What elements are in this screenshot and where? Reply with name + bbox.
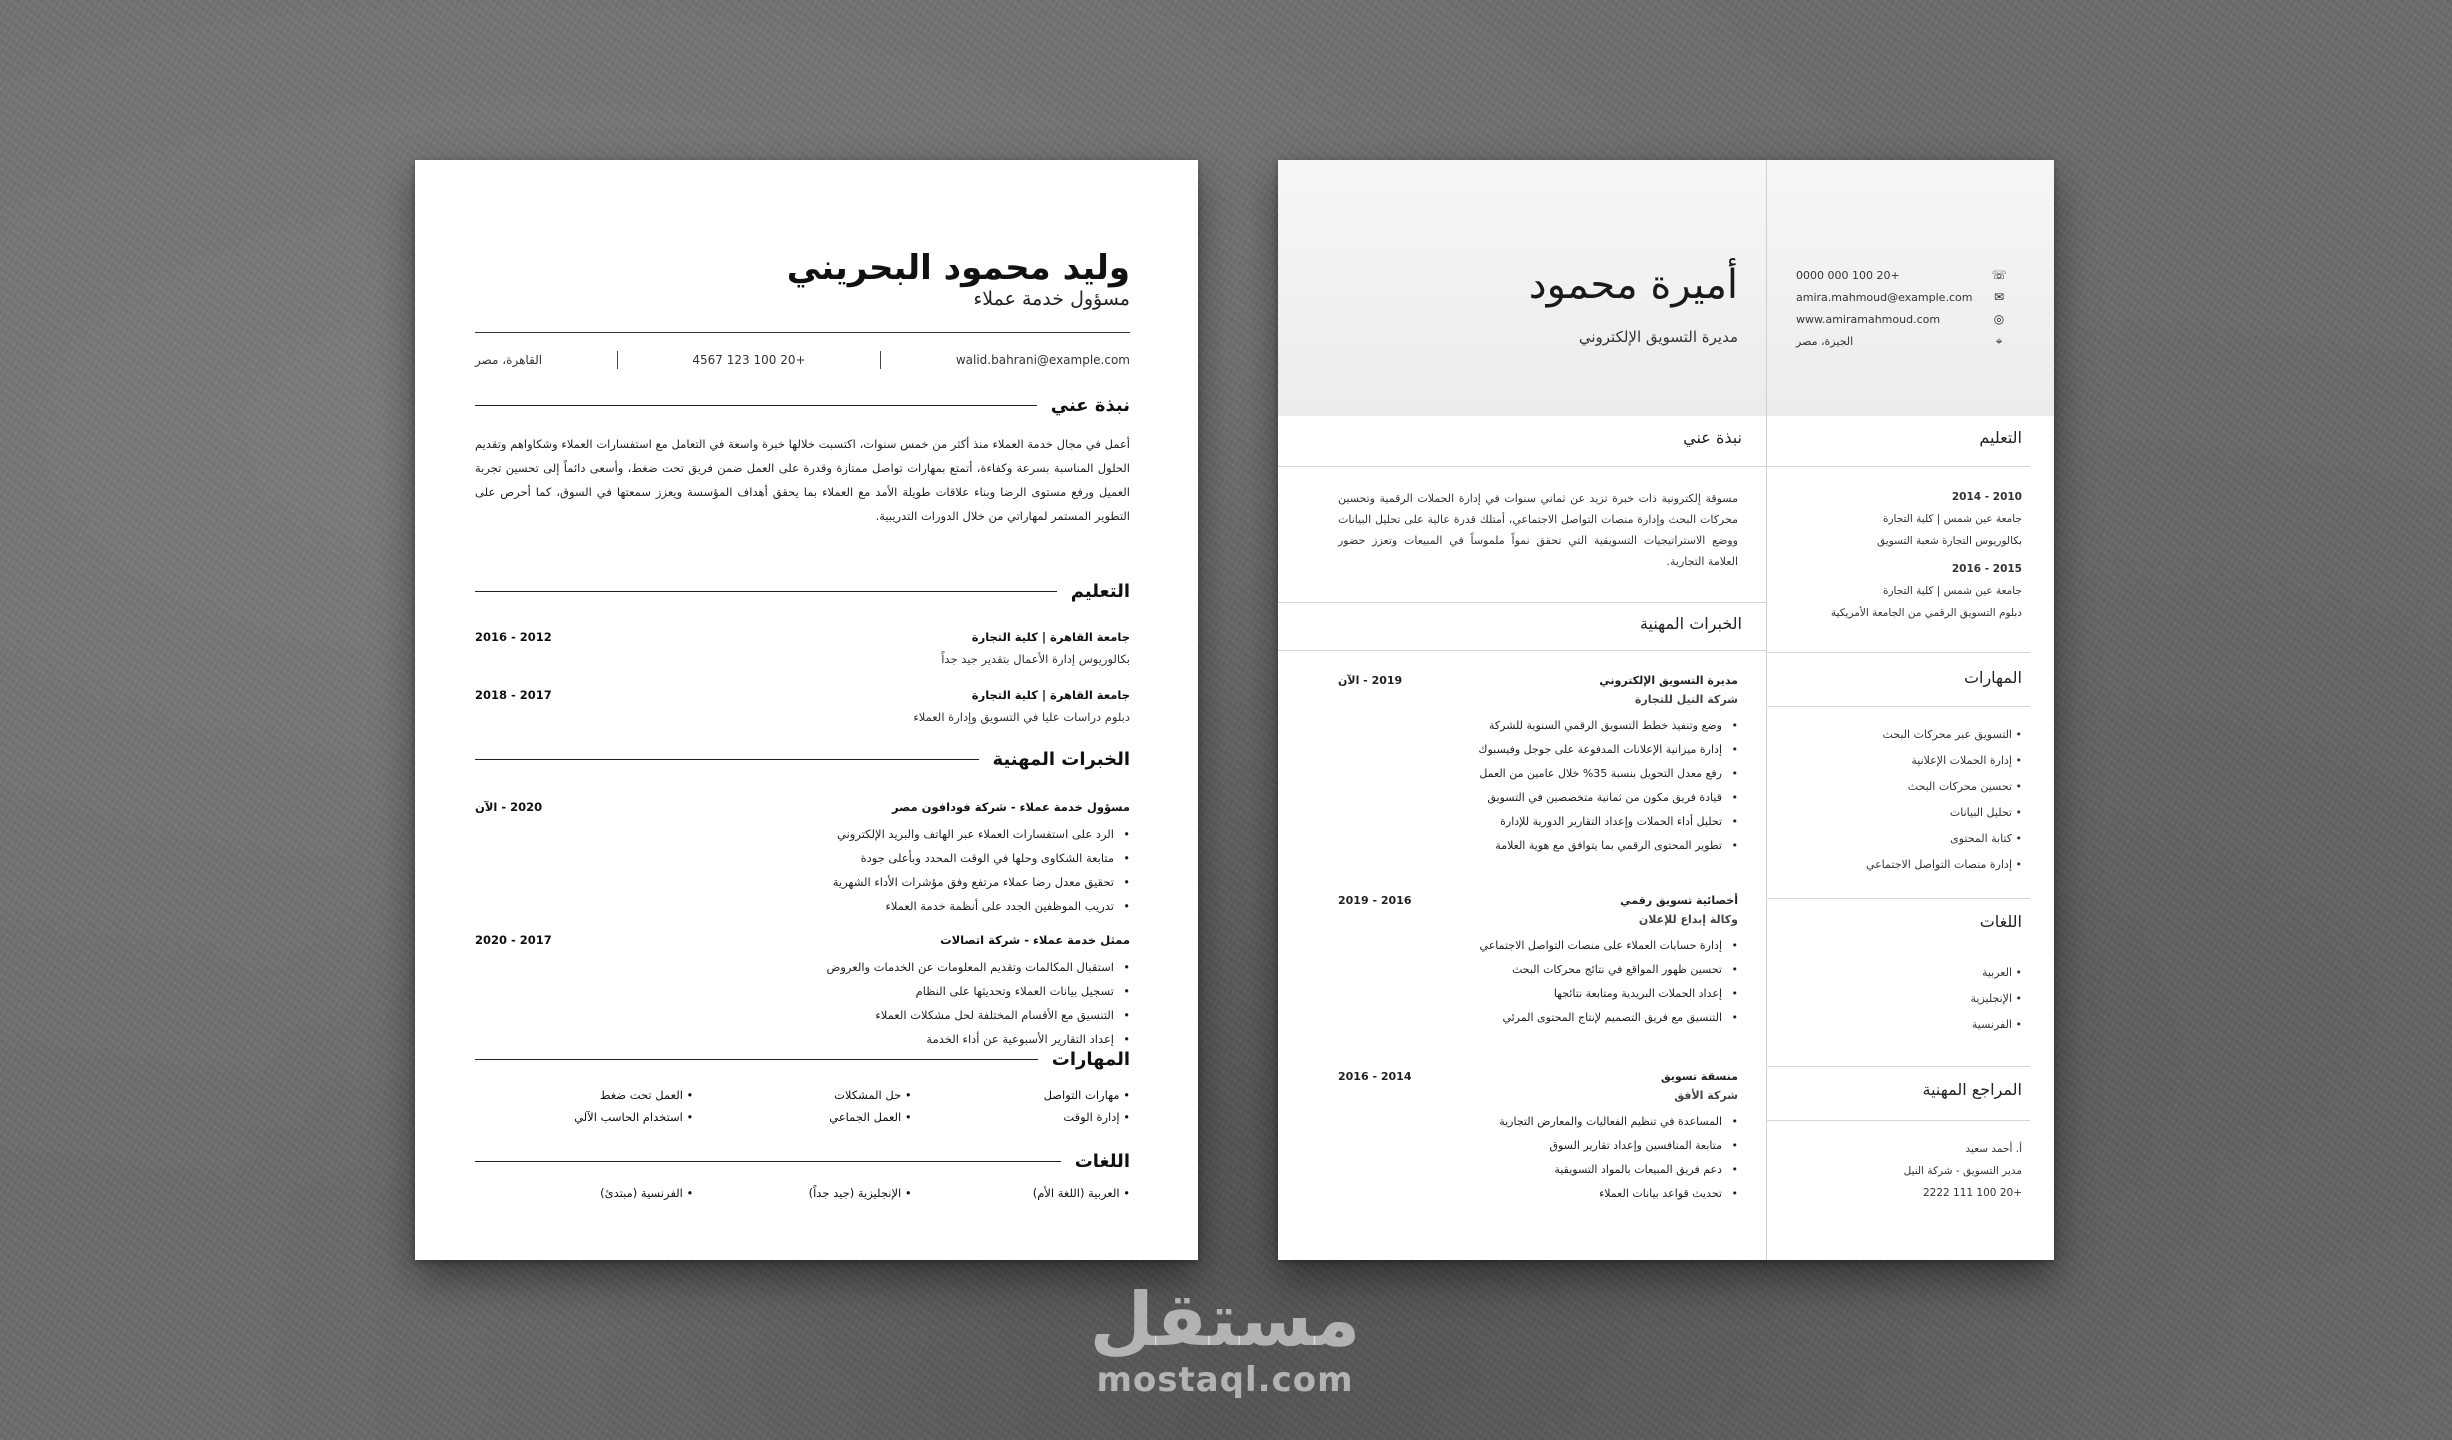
contact-address: القاهرة، مصر	[475, 353, 543, 367]
experience-item: منسقة تسويق 2014 - 2016 شركة الأفق • المساعدة في تنظيم الفعاليات والمعارض التجارية • متابعة المنافسين وإعداد تقارير السوق • دعم فريق المبيعات بالمواد التسويقية • تحديث قواعد بيانات العملاء	[1338, 1070, 1738, 1206]
section-experience	[475, 746, 1130, 772]
section-languages	[475, 1148, 1130, 1174]
contact-row	[475, 348, 1130, 372]
list-item: • إدارة ميزانية الإعلانات المدفوعة على جوجل وفيسبوك	[1338, 738, 1738, 762]
skill-item: • العمل تحت ضغط	[475, 1088, 693, 1102]
section-about	[475, 392, 1130, 418]
section-title: نبذة عني	[1683, 428, 1742, 447]
skill-item: • مهارات التواصل	[912, 1088, 1130, 1102]
list-item: • التنسيق مع فريق التصميم لإنتاج المحتوى المرئي	[1338, 1006, 1738, 1030]
experience-item: أخصائية تسويق رقمي 2016 - 2019 وكالة إبداع للإعلان • إدارة حسابات العملاء على منصات التواصل الاجتماعي • تحسين ظهور المواقع في نتائج محركات البحث • إعداد الحملات البريدية ومتابعة نتائجها • التنسيق مع فريق التصميم لإنتاج المحتوى المرئي	[1338, 894, 1738, 1030]
contact-item: ⌖ الجيزة، مصر	[1796, 330, 2006, 352]
skill-item: • تحليل البيانات	[1782, 800, 2022, 826]
contact-item: ☏ +20 100 000 0000	[1796, 268, 2007, 282]
list-item: • تحليل أداء الحملات وإعداد التقارير الدورية للإدارة	[1338, 810, 1738, 834]
contact-list	[1796, 264, 2006, 352]
resume-job-title: مديرة التسويق الإلكتروني	[1578, 328, 1738, 346]
phone-icon: ☏	[1991, 268, 2007, 282]
experience-item: ممثل خدمة عملاء - شركة اتصالات 2017 - 2020 • استقبال المكالمات وتقديم المعلومات عن الخدمات والعروض • تسجيل بيانات العملاء وتحديثها على النظام • التنسيق مع الأقسام المختلفة لحل مشكلات العملاء • إعداد التقارير الأسبوعية عن أداء الخدمة	[475, 933, 1130, 1051]
languages-grid	[475, 1186, 1130, 1200]
skill-item: • إدارة الحملات الإعلانية	[1782, 748, 2022, 774]
header-divider	[475, 332, 1130, 333]
section-title: الخبرات المهنية	[992, 748, 1130, 770]
list-item: • تحسين ظهور المواقع في نتائج محركات البحث	[1338, 958, 1738, 982]
resume-job-title: مسؤول خدمة عملاء	[973, 288, 1130, 310]
list-item: • متابعة الشكاوى وحلها في الوقت المحدد وبأعلى جودة	[475, 846, 1130, 870]
resume-name: أميرة محمود	[1528, 262, 1738, 308]
language-item: • العربية (اللغة الأم)	[912, 1186, 1130, 1200]
section-title: نبذة عني	[1050, 394, 1130, 416]
contact-item: ✉ amira.mahmoud@example.com	[1796, 290, 2005, 304]
list-item: • المساعدة في تنظيم الفعاليات والمعارض التجارية	[1338, 1110, 1738, 1134]
contact-item: ◎ www.amiramahmoud.com	[1796, 312, 2005, 326]
section-title: المراجع المهنية	[1922, 1080, 2022, 1099]
about-text: مسوقة إلكترونية ذات خبرة تزيد عن ثماني سنوات في إدارة الحملات الرقمية وتحسين محركات البحث وإدارة منصات التواصل الاجتماعي، أمتلك قدرة عالية على تحليل البيانات ووضع الاستراتيجيات التسويقية التي تحقق نمواً ملموساً في المبيعات وتعزز حضور العلامة التجارية.	[1338, 492, 1738, 568]
skill-item: • التسويق عبر محركات البحث	[1782, 722, 2022, 748]
list-item: • تطوير المحتوى الرقمي بما يتوافق مع هوية العلامة	[1338, 834, 1738, 858]
list-item: • إعداد التقارير الأسبوعية عن أداء الخدمة	[475, 1027, 1130, 1051]
web-icon: ◎	[1993, 312, 2005, 326]
resume-left	[415, 160, 1198, 1260]
section-title: الخبرات المهنية	[1639, 614, 1742, 633]
skill-item: • تحسين محركات البحث	[1782, 774, 2022, 800]
section-title: المهارات	[1963, 668, 2022, 687]
references-block: أ. أحمد سعيد مدير التسويق - شركة النيل +20 100 111 2222	[1903, 1143, 2022, 1199]
section-title: التعليم	[1979, 428, 2022, 447]
list-item: • التنسيق مع الأقسام المختلفة لحل مشكلات العملاء	[475, 1003, 1130, 1027]
mostaql-watermark	[1060, 1277, 1390, 1400]
experience-item: مسؤول خدمة عملاء - شركة فودافون مصر 2020 - الآن • الرد على استفسارات العملاء عبر الهاتف والبريد الإلكتروني • متابعة الشكاوى وحلها في الوقت المحدد وبأعلى جودة • تحقيق معدل رضا عملاء مرتفع وفق مؤشرات الأداء الشهرية • تدريب الموظفين الجدد على أنظمة خدمة العملاء	[475, 800, 1130, 918]
section-education	[475, 578, 1130, 604]
resume-name: وليد محمود البحريني	[786, 248, 1130, 288]
education-item: 2010 - 2014 جامعة عين شمس | كلية التجارة بكالوريوس التجارة شعبة التسويق	[1876, 491, 2022, 547]
skill-item: • كتابة المحتوى	[1782, 826, 2022, 852]
about-text: أعمل في مجال خدمة العملاء منذ أكثر من خمس سنوات، اكتسبت خلالها خبرة واسعة في التعامل مع استفسارات العملاء وشكاواهم وتقديم الحلول المناسبة بسرعة وكفاءة، أتمتع بمهارات تواصل ممتازة وقدرة على العمل ضمن فريق تحت ضغط، وأسعى دائماً إلى تحسين تجربة العميل ورفع مستوى الرضا وبناء علاقات طويلة الأمد مع العملاء بما يحقق أهداف المؤسسة ويعزز سمعتها في السوق، كما أحرص على التطوير المستمر لمهاراتي من خلال الدورات التدريبية.	[475, 437, 1130, 523]
list-item: • تدريب الموظفين الجدد على أنظمة خدمة العملاء	[475, 894, 1130, 918]
language-item: • الفرنسية	[1782, 1012, 2022, 1038]
list-item: • تحقيق معدل رضا عملاء مرتفع وفق مؤشرات الأداء الشهرية	[475, 870, 1130, 894]
education-item: 2015 - 2016 جامعة عين شمس | كلية التجارة دبلوم التسويق الرقمي من الجامعة الأمريكية	[1830, 563, 2022, 619]
contact-separator	[617, 351, 618, 369]
watermark-arabic: مستقل	[1089, 1277, 1361, 1363]
skill-item: • حل المشكلات	[693, 1088, 911, 1102]
email-icon: ✉	[1993, 290, 2005, 304]
contact-separator	[880, 351, 881, 369]
section-title: اللغات	[1074, 1150, 1130, 1172]
skill-item: • العمل الجماعي	[693, 1110, 911, 1124]
resume-right	[1278, 160, 2054, 1260]
section-title: المهارات	[1051, 1048, 1130, 1070]
skill-item: • استخدام الحاسب الآلي	[475, 1110, 693, 1124]
skill-item: • إدارة الوقت	[912, 1110, 1130, 1124]
language-item: • الفرنسية (مبتدئ)	[475, 1186, 693, 1200]
column-divider	[1766, 160, 1767, 1260]
list-item: • إدارة حسابات العملاء على منصات التواصل الاجتماعي	[1338, 934, 1738, 958]
section-title: اللغات	[1979, 912, 2022, 931]
languages-list	[1782, 960, 2022, 1038]
section-title: التعليم	[1070, 580, 1130, 602]
list-item: • قيادة فريق مكون من ثمانية متخصصين في التسويق	[1338, 786, 1738, 810]
skill-item: • إدارة منصات التواصل الاجتماعي	[1782, 852, 2022, 878]
list-item: • استقبال المكالمات وتقديم المعلومات عن الخدمات والعروض	[475, 955, 1130, 979]
list-item: • دعم فريق المبيعات بالمواد التسويقية	[1338, 1158, 1738, 1182]
language-item: • العربية	[1782, 960, 2022, 986]
contact-email: walid.bahrani@example.com	[955, 353, 1130, 367]
skills-grid	[475, 1088, 1130, 1124]
skills-list	[1782, 722, 2022, 878]
language-item: • الإنجليزية	[1782, 986, 2022, 1012]
education-item: جامعة القاهرة | كلية التجارة 2017 - 2018 دبلوم دراسات عليا في التسويق وإدارة العملاء	[475, 688, 1130, 724]
section-skills	[475, 1046, 1130, 1072]
language-item: • الإنجليزية (جيد جداً)	[693, 1186, 911, 1200]
watermark-latin: mostaql.com	[1096, 1360, 1354, 1400]
list-item: • إعداد الحملات البريدية ومتابعة نتائجها	[1338, 982, 1738, 1006]
list-item: • وضع وتنفيذ خطط التسويق الرقمي السنوية للشركة	[1338, 714, 1738, 738]
location-icon: ⌖	[1995, 333, 2003, 348]
list-item: • متابعة المنافسين وإعداد تقارير السوق	[1338, 1134, 1738, 1158]
experience-item: مديرة التسويق الإلكتروني 2019 - الآن شركة النيل للتجارة • وضع وتنفيذ خطط التسويق الرقمي السنوية للشركة • إدارة ميزانية الإعلانات المدفوعة على جوجل وفيسبوك • رفع معدل التحويل بنسبة 35% خلال عامين من العمل • قيادة فريق مكون من ثمانية متخصصين في التسويق • تحليل أداء الحملات وإعداد التقارير الدورية للإدارة • تطوير المحتوى الرقمي بما يتوافق مع هوية العلامة	[1338, 674, 1738, 858]
list-item: • تسجيل بيانات العملاء وتحديثها على النظام	[475, 979, 1130, 1003]
education-item: جامعة القاهرة | كلية التجارة 2012 - 2016 بكالوريوس إدارة الأعمال بتقدير جيد جداً	[475, 630, 1130, 666]
list-item: • رفع معدل التحويل بنسبة 35% خلال عامين من العمل	[1338, 762, 1738, 786]
list-item: • الرد على استفسارات العملاء عبر الهاتف والبريد الإلكتروني	[475, 822, 1130, 846]
list-item: • تحديث قواعد بيانات العملاء	[1338, 1182, 1738, 1206]
contact-phone: +20 100 123 4567	[692, 353, 806, 367]
